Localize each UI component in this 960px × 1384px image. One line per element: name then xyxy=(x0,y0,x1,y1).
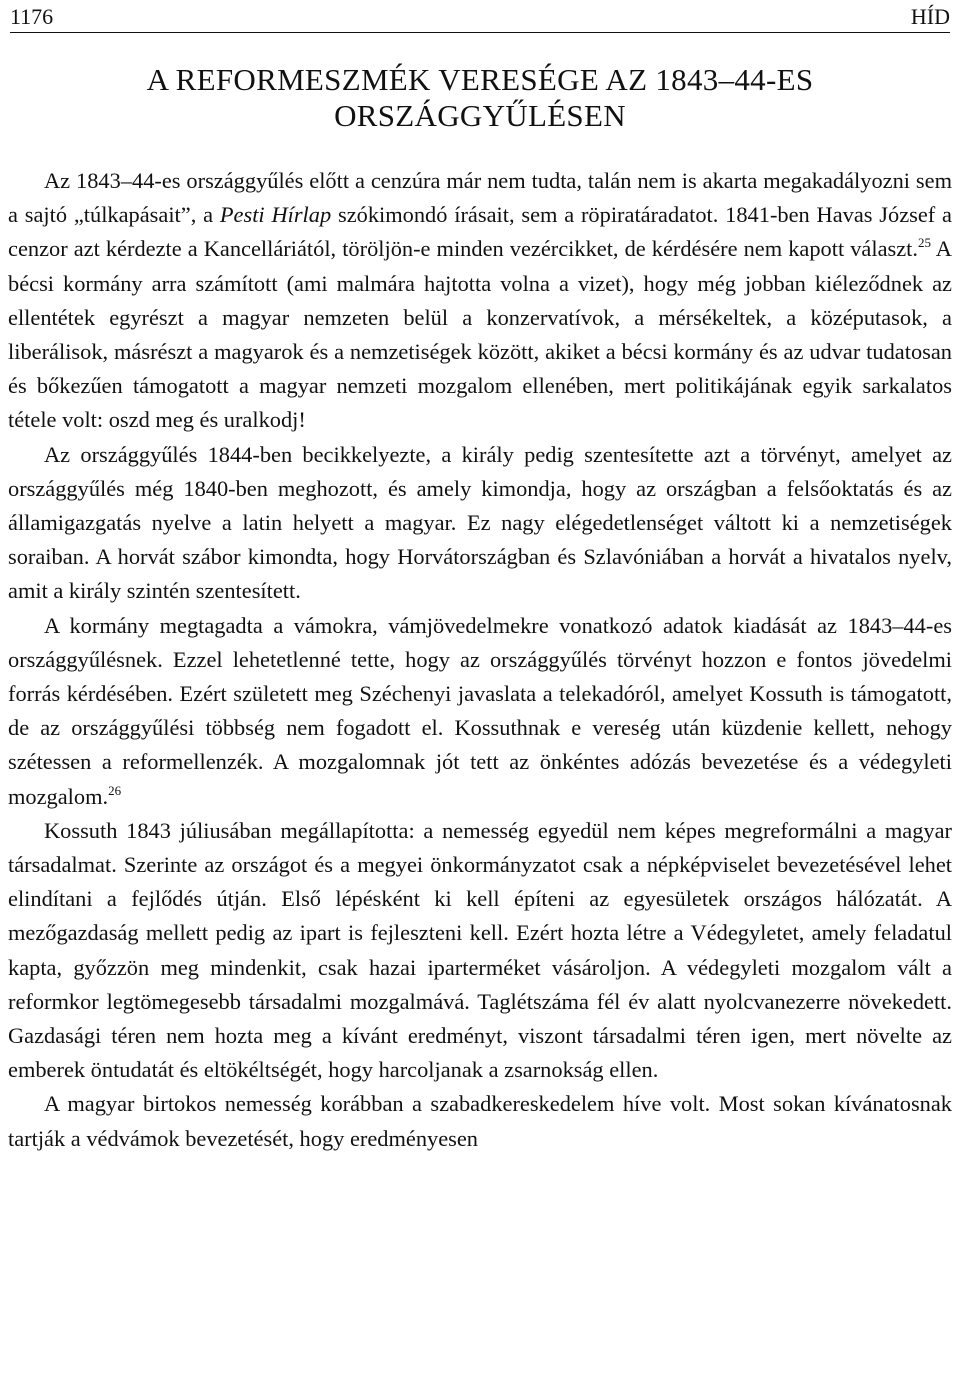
paragraph-text: A bécsi kormány arra számított (ami malmára hajtotta volna a vizet), hogy még jobban kiéleződnek az ellentétek egyrészt a magyar nemzeten belül a konzervatívok, a mérsékeltek, a középutasok, a liberálisok, másrészt a magyarok és a nemzetiségek között, akiket a bécsi kormány és az udvar tudatosan és bőkezűen támogatott a magyar nemzeti mozgalom ellenében, mert politikájának egyik sarkalatos tétele volt: oszd meg és uralkodj! xyxy=(8,236,952,433)
article-title-line-2: ORSZÁGGYŰLÉSEN xyxy=(334,98,626,133)
paragraph-text: Az 1843–44-es országgyűlés előtt a cenzúra már nem tudta, talán nem is akarta megakadályozni sem a sajtó „túlkapásait”, a xyxy=(8,168,952,228)
paragraph-3 xyxy=(8,609,952,814)
paragraph-text: szókimondó írásait, sem a röpiratáradatot. 1841-ben Havas József a cenzor azt kérdezte a Kancelláriától, töröljön-e minden vezércikket, de kérdésére nem kapott választ. xyxy=(8,202,952,262)
footnote-marker: 25 xyxy=(917,235,931,251)
footnote-marker: 26 xyxy=(108,782,122,798)
paragraph-text: Az országgyűlés 1844-ben becikkelyezte, a király pedig szentesítette azt a törvényt, amelyet az országgyűlés még 1840-ben meghozott, és amely kimondja, hogy az országban a felsőoktatás és az államigazgatás nyelve a latin helyett a magyar. Ez nagy elégedetlenséget váltott ki a nemzetiségek soraiban. A horvát szábor kimondta, hogy Horvátországban és Szlavóniában a horvát a hivatalos nyelv, amit a király szintén szentesített. xyxy=(8,441,952,604)
running-head xyxy=(10,2,950,33)
journal-name: HÍD xyxy=(910,4,950,29)
paragraph-2 xyxy=(8,438,952,609)
paragraph-text: A magyar birtokos nemesség korábban a szabadkereskedelem híve volt. Most sokan kívánatosnak tartják a védvámok bevezetését, hogy eredményesen xyxy=(8,1091,952,1151)
paragraph-4 xyxy=(8,814,952,1088)
article-title xyxy=(0,62,960,134)
paragraph-text: Kossuth 1843 júliusában megállapította: a nemesség egyedül nem képes megreformálni a magyar társadalmat. Szerinte az országot és a megyei önkormányzatot csak a népképviselet bevezetésével lehet elindítani a fejlődés útján. Első lépésként ki kell építeni az egyesületek országos hálózatát. A mezőgazdaság mellett pedig az ipart is fejleszteni kell. Ezért hozta létre a Védegyletet, amely feladatul kapta, győzzön meg mindenkit, csak hazai iparterméket vásároljon. A védegyleti mozgalom vált a reformkor legtömegesebb társadalmi mozgalmává. Taglétszáma fél év alatt nyolcvanezerre növekedett. Gazdasági téren nem hozta meg a kívánt eredményt, viszont társadalmi téren igen, mert növelte az emberek öntudatát és eltökéltségét, hogy harcoljanak a zsarnokság ellen. xyxy=(8,817,952,1083)
paragraph-text: A kormány megtagadta a vámokra, vámjövedelmekre vonatkozó adatok kiadását az 1843–44-es országgyűlésnek. Ezzel lehetetlenné tette, hogy az országgyűlés törvényt hozzon e fontos jövedelmi forrás kérdésében. Ezért született meg Széchenyi javaslata a telekadóról, amelyet Kossuth is támogatott, de az országgyűlési többség nem fogadott el. Kossuthnak e vereség után küzdenie kellett, nehogy szétessen a reformellenzék. A mozgalomnak jót tett az önkéntes adózás bevezetése és a védegyleti mozgalom. xyxy=(8,612,952,809)
paragraph-5 xyxy=(8,1087,952,1155)
article-title-line-1: A REFORMESZMÉK VERESÉGE AZ 1843–44-ES xyxy=(146,62,814,97)
page-number: 1176 xyxy=(10,4,54,29)
article-body xyxy=(8,164,952,1156)
periodical-title: Pesti Hírlap xyxy=(219,202,332,228)
paragraph-1 xyxy=(8,164,952,438)
